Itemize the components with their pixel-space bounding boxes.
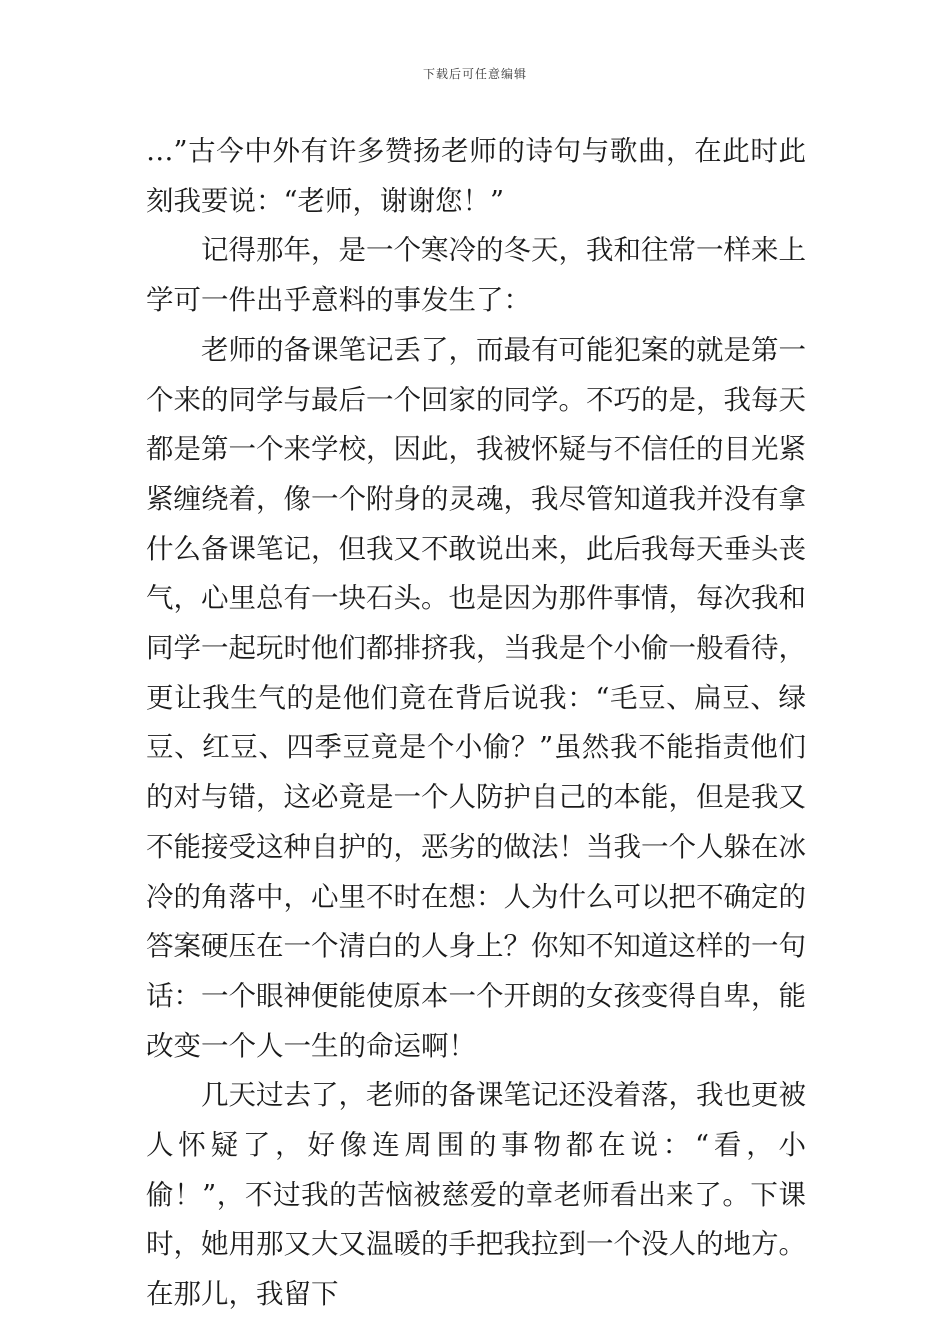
paragraph-2: 记得那年，是一个寒冷的冬天，我和往常一样来上学可一件出乎意料的事发生了： [146,234,806,317]
paragraph-3: 老师的备课笔记丢了，而最有可能犯案的就是第一个来的同学与最后一个回家的同学。不巧的是，我每天都是第一个来学校，因此，我被怀疑与不信任的目光紧紧缠绕着，像一个附身的灵魂，我尽管知道我并没有拿什么备课笔记，但我又不敢说出来，此后我每天垂头丧气，心里总有一块石头。也是因为那件事情，每次我和同学一起玩时他们都排挤我，当我是个小偷一般看待，更让我生气的是他们竟在背后说我：“毛豆、扁豆、绿豆、红豆、四季豆竟是个小偷？”虽然我不能指责他们的对与错，这必竟是一个人防护自己的本能，但是我又不能接受这种自护的，恶劣的做法！当我一个人躲在冰冷的角落中，心里不时在想：人为什么可以把不确定的答案硬压在一个清白的人身上？你知不知道这样的一句话：一个眼神便能使原本一个开朗的女孩变得自卑，能改变一个人一生的命运啊！ [146,333,806,1062]
page-header: 下载后可任意编辑 [422,67,527,81]
paragraph-4: 几天过去了，老师的备课笔记还没着落，我也更被人怀疑了，好像连周围的事物都在说：“看，小偷！”，不过我的苦恼被慈爱的章老师看出来了。下课时，她用那又大又温暖的手把我拉到一个没人的地方。在那儿，我留下 [146,1079,806,1311]
paragraph-1: …”古今中外有许多赞扬老师的诗句与歌曲，在此时此刻我要说：“老师，谢谢您！” [146,135,806,217]
document-body [146,127,806,1320]
